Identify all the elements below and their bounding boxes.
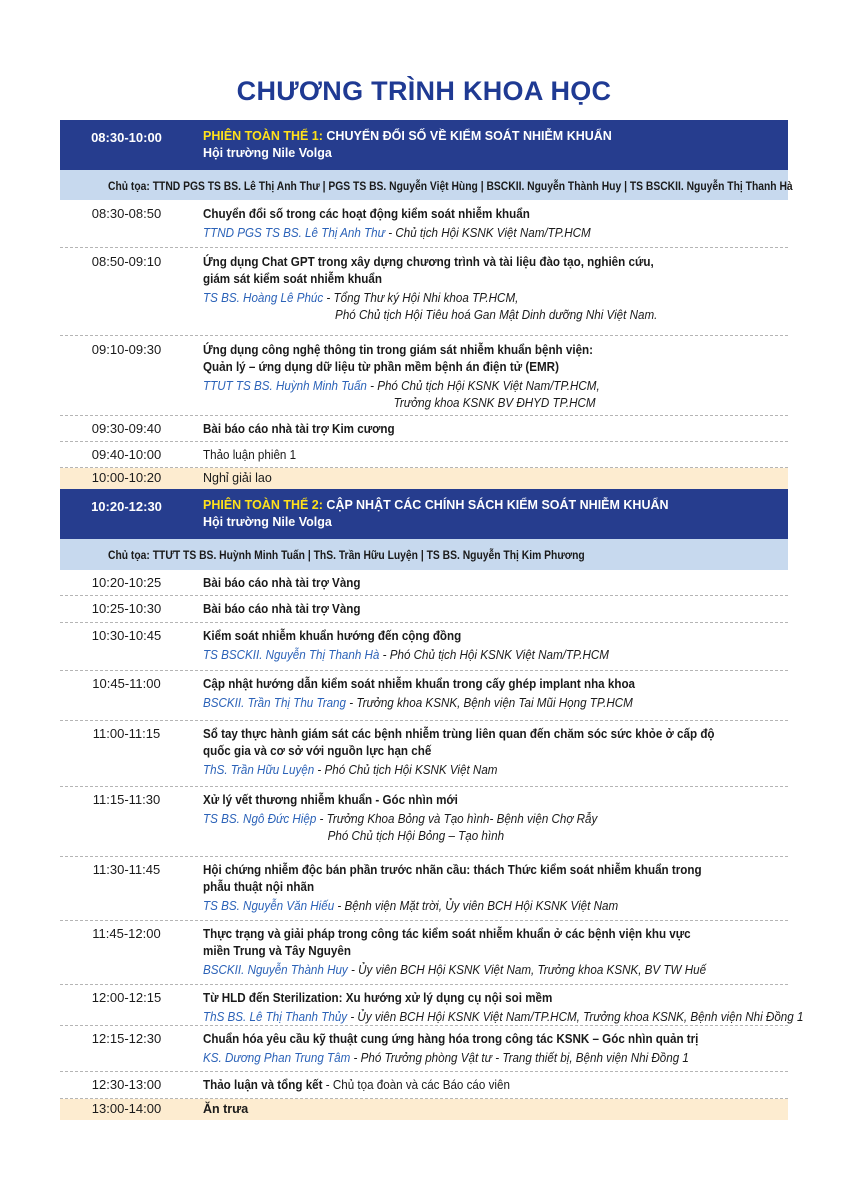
agenda-speaker <box>203 378 745 395</box>
agenda-item <box>60 1072 788 1099</box>
agenda-speaker <box>203 898 745 915</box>
session-title-line <box>203 128 786 145</box>
speaker-role-2: Phó Chủ tịch Hội Bỏng – Tạo hình <box>327 829 505 843</box>
agenda-content <box>203 421 786 438</box>
agenda-topic: miền Trung và Tây Nguyên <box>203 944 351 958</box>
speaker-name: ThS. Trần Hữu Luyện <box>203 763 315 777</box>
agenda-topic-suffix: - Chủ tọa đoàn và các Báo cáo viên <box>322 1078 510 1092</box>
agenda-speaker <box>203 695 745 712</box>
break-time: 10:00-10:20 <box>91 470 162 485</box>
agenda-time: 10:25-10:30 <box>91 601 162 616</box>
chairs-text: Chủ tọa: TTƯT TS BS. Huỳnh Minh Tuấn | ThS. Trần Hữu Luyện | TS BS. Nguyễn Thị Kim Phương <box>108 548 585 562</box>
session-time: 10:20-12:30 <box>91 499 162 514</box>
speaker-role: - Trưởng khoa KSNK, Bệnh viện Tai Mũi Họng TP.HCM <box>346 696 633 710</box>
agenda-item <box>60 1026 788 1072</box>
speaker-name: TS BS. Ngô Đức Hiệp <box>203 812 317 826</box>
agenda-time: 10:30-10:45 <box>91 628 162 643</box>
session-venue: Hội trường Nile Volga <box>203 515 332 529</box>
speaker-role: - Ủy viên BCH Hội KSNK Việt Nam/TP.HCM, Trưởng khoa KSNK, Bệnh viện Nhi Đồng 1 <box>347 1010 804 1024</box>
speaker-role: - Tổng Thư ký Hội Nhi khoa TP.HCM, <box>323 291 519 305</box>
agenda-time: 09:10-09:30 <box>91 342 162 357</box>
speaker-role: - Phó Chủ tịch Hội KSNK Việt Nam <box>314 763 498 777</box>
session-name: CHUYỂN ĐỔI SỐ VỀ KIỂM SOÁT NHIỄM KHUẨN <box>322 129 612 143</box>
agenda-item <box>60 985 804 1026</box>
session-header <box>60 120 788 170</box>
speaker-name: KS. Dương Phan Trung Tâm <box>203 1051 351 1065</box>
agenda-item <box>60 248 788 336</box>
speaker-name: BSCKII. Trần Thị Thu Trang <box>203 696 347 710</box>
program-table <box>60 120 804 1120</box>
speaker-role: - Bệnh viện Mặt trời, Ủy viên BCH Hội KSNK Việt Nam <box>334 899 619 913</box>
agenda-speaker <box>203 1050 745 1067</box>
agenda-time: 10:45-11:00 <box>92 676 161 691</box>
agenda-item <box>60 336 788 416</box>
agenda-item <box>60 200 788 248</box>
break-label: Nghỉ giải lao <box>203 471 272 485</box>
session-time: 08:30-10:00 <box>91 130 162 145</box>
agenda-topic: Bài báo cáo nhà tài trợ Vàng <box>203 576 361 590</box>
agenda-item <box>60 671 788 721</box>
agenda-speaker <box>203 225 745 242</box>
agenda-content <box>203 1031 786 1067</box>
agenda-topic: giám sát kiểm soát nhiễm khuẩn <box>203 272 382 286</box>
agenda-content <box>203 726 786 779</box>
speaker-role: - Ủy viên BCH Hội KSNK Việt Nam, Trưởng khoa KSNK, BV TW Huế <box>347 963 707 977</box>
agenda-item <box>60 721 788 787</box>
agenda-content <box>203 447 786 464</box>
agenda-topic: Bài báo cáo nhà tài trợ Vàng <box>203 602 361 616</box>
agenda-item <box>60 570 788 596</box>
agenda-topic: Cập nhật hướng dẫn kiểm soát nhiễm khuẩn trong cấy ghép implant nha khoa <box>203 677 636 691</box>
break-time: 13:00-14:00 <box>91 1101 162 1116</box>
agenda-time: 11:45-12:00 <box>92 926 161 941</box>
agenda-content <box>203 254 786 324</box>
speaker-role: - Trưởng Khoa Bỏng và Tạo hình- Bệnh viện Chợ Rẫy <box>316 812 598 826</box>
agenda-topic-text: Thảo luận và tổng kết <box>203 1078 323 1092</box>
chairs-text: Chủ tọa: TTND PGS TS BS. Lê Thị Anh Thư | PGS TS BS. Nguyễn Việt Hùng | BSCKII. Nguyễn Thành Huy | TS BSCKII. Nguyễn Thị Thanh Hà <box>108 179 793 193</box>
agenda-item <box>60 921 788 985</box>
agenda-speaker <box>203 1009 804 1026</box>
agenda-item <box>60 623 788 671</box>
session-title-line <box>203 497 786 514</box>
agenda-topic: Thực trạng và giải pháp trong công tác kiểm soát nhiễm khuẩn ở các bệnh viện khu vực <box>203 927 691 941</box>
agenda-time: 08:30-08:50 <box>91 206 162 221</box>
agenda-content <box>203 628 786 664</box>
agenda-item <box>60 442 788 468</box>
agenda-content <box>203 676 786 712</box>
session-title <box>203 497 786 531</box>
speaker-name: TS BS. Nguyễn Văn Hiếu <box>203 899 335 913</box>
agenda-speaker <box>203 811 745 828</box>
speaker-role: - Chủ tịch Hội KSNK Việt Nam/TP.HCM <box>385 226 591 240</box>
agenda-topic: Ứng dụng công nghệ thông tin trong giám sát nhiễm khuẩn bệnh viện: <box>203 343 594 357</box>
agenda-speaker <box>203 647 745 664</box>
agenda-content <box>203 575 786 592</box>
agenda-topic: quốc gia và cơ sở với nguồn lực hạn chế <box>203 744 432 758</box>
agenda-item <box>60 416 788 442</box>
break-row <box>60 1099 788 1120</box>
session-chairs <box>60 539 788 570</box>
speaker-role: - Phó Chủ tịch Hội KSNK Việt Nam/TP.HCM, <box>366 379 600 393</box>
agenda-topic: Thảo luận phiên 1 <box>203 448 297 462</box>
agenda-content <box>203 862 786 915</box>
speaker-role-2: Trưởng khoa KSNK BV ĐHYD TP.HCM <box>393 396 596 410</box>
session-venue: Hội trường Nile Volga <box>203 146 332 160</box>
agenda-topic: Chuẩn hóa yêu cầu kỹ thuật cung ứng hàng hóa trong công tác KSNK – Góc nhìn quản trị <box>203 1032 699 1046</box>
agenda-topic: Quản lý – ứng dụng dữ liệu từ phần mềm bệnh án điện tử (EMR) <box>203 360 559 374</box>
agenda-topic: Bài báo cáo nhà tài trợ Kim cương <box>203 422 395 436</box>
agenda-time: 10:20-10:25 <box>91 575 162 590</box>
session-label: PHIÊN TOÀN THỂ 2: <box>203 498 323 512</box>
break-label: Ăn trưa <box>203 1102 249 1116</box>
agenda-speaker <box>203 762 745 779</box>
agenda-topic: Chuyển đổi số trong các hoạt động kiểm soát nhiễm khuẩn <box>203 207 530 221</box>
agenda-time: 09:30-09:40 <box>91 421 162 436</box>
speaker-role: - Phó Chủ tịch Hội KSNK Việt Nam/TP.HCM <box>379 648 609 662</box>
agenda-speaker <box>203 290 745 307</box>
session-title <box>203 128 786 162</box>
agenda-time: 11:30-11:45 <box>92 862 161 877</box>
agenda-topic: Từ HLD đến Sterilization: Xu hướng xử lý dụng cụ nội soi mềm <box>203 991 553 1005</box>
agenda-content <box>203 792 786 845</box>
agenda-content <box>203 990 804 1026</box>
agenda-time: 12:15-12:30 <box>91 1031 162 1046</box>
speaker-name: ThS BS. Lê Thị Thanh Thủy <box>203 1010 348 1024</box>
speaker-name: TTND PGS TS BS. Lê Thị Anh Thư <box>203 226 386 240</box>
agenda-item <box>60 787 788 857</box>
agenda-topic: Xử lý vết thương nhiễm khuẩn - Góc nhìn mới <box>203 793 458 807</box>
break-row <box>60 468 788 489</box>
agenda-item <box>60 596 788 623</box>
agenda-time: 09:40-10:00 <box>91 447 162 462</box>
speaker-role: - Phó Trưởng phòng Vật tư - Trang thiết bị, Bệnh viện Nhi Đồng 1 <box>350 1051 689 1065</box>
agenda-content <box>203 601 786 618</box>
session-name: CẬP NHẬT CÁC CHÍNH SÁCH KIỂM SOÁT NHIỄM KHUẨN <box>322 498 669 512</box>
session-header <box>60 489 788 539</box>
agenda-topic: Sổ tay thực hành giám sát các bệnh nhiễm trùng liên quan đến chăm sóc sức khỏe ở cấp độ <box>203 727 715 741</box>
agenda-time: 11:15-11:30 <box>92 792 161 807</box>
agenda-speaker <box>203 962 745 979</box>
agenda-content <box>203 206 786 242</box>
agenda-topic: Hội chứng nhiễm độc bán phần trước nhãn cầu: thách Thức kiểm soát nhiễm khuẩn trong <box>203 863 702 877</box>
agenda-topic: phẫu thuật nội nhãn <box>203 880 315 894</box>
session-chairs <box>60 170 793 200</box>
agenda-time: 12:30-13:00 <box>91 1077 162 1092</box>
agenda-topic: Kiểm soát nhiễm khuẩn hướng đến cộng đồng <box>203 629 462 643</box>
agenda-item <box>60 857 788 921</box>
agenda-time: 12:00-12:15 <box>91 990 162 1005</box>
agenda-content <box>203 342 786 412</box>
agenda-topic: Ứng dụng Chat GPT trong xây dựng chương trình và tài liệu đào tạo, nghiên cứu, <box>203 255 654 269</box>
speaker-name: TS BSCKII. Nguyễn Thị Thanh Hà <box>203 648 380 662</box>
speaker-name: TTUT TS BS. Huỳnh Minh Tuấn <box>203 379 367 393</box>
speaker-role-2: Phó Chủ tịch Hội Tiêu hoá Gan Mật Dinh dưỡng Nhi Việt Nam. <box>335 308 658 322</box>
agenda-content <box>203 926 786 979</box>
agenda-topic <box>203 1077 745 1094</box>
speaker-name: BSCKII. Nguyễn Thành Huy <box>203 963 348 977</box>
agenda-time: 08:50-09:10 <box>91 254 162 269</box>
page-title: CHƯƠNG TRÌNH KHOA HỌC <box>236 76 612 106</box>
speaker-name: TS BS. Hoàng Lê Phúc <box>203 291 324 305</box>
session-label: PHIÊN TOÀN THỂ 1: <box>203 129 323 143</box>
agenda-time: 11:00-11:15 <box>92 726 161 741</box>
agenda-content <box>203 1077 786 1094</box>
